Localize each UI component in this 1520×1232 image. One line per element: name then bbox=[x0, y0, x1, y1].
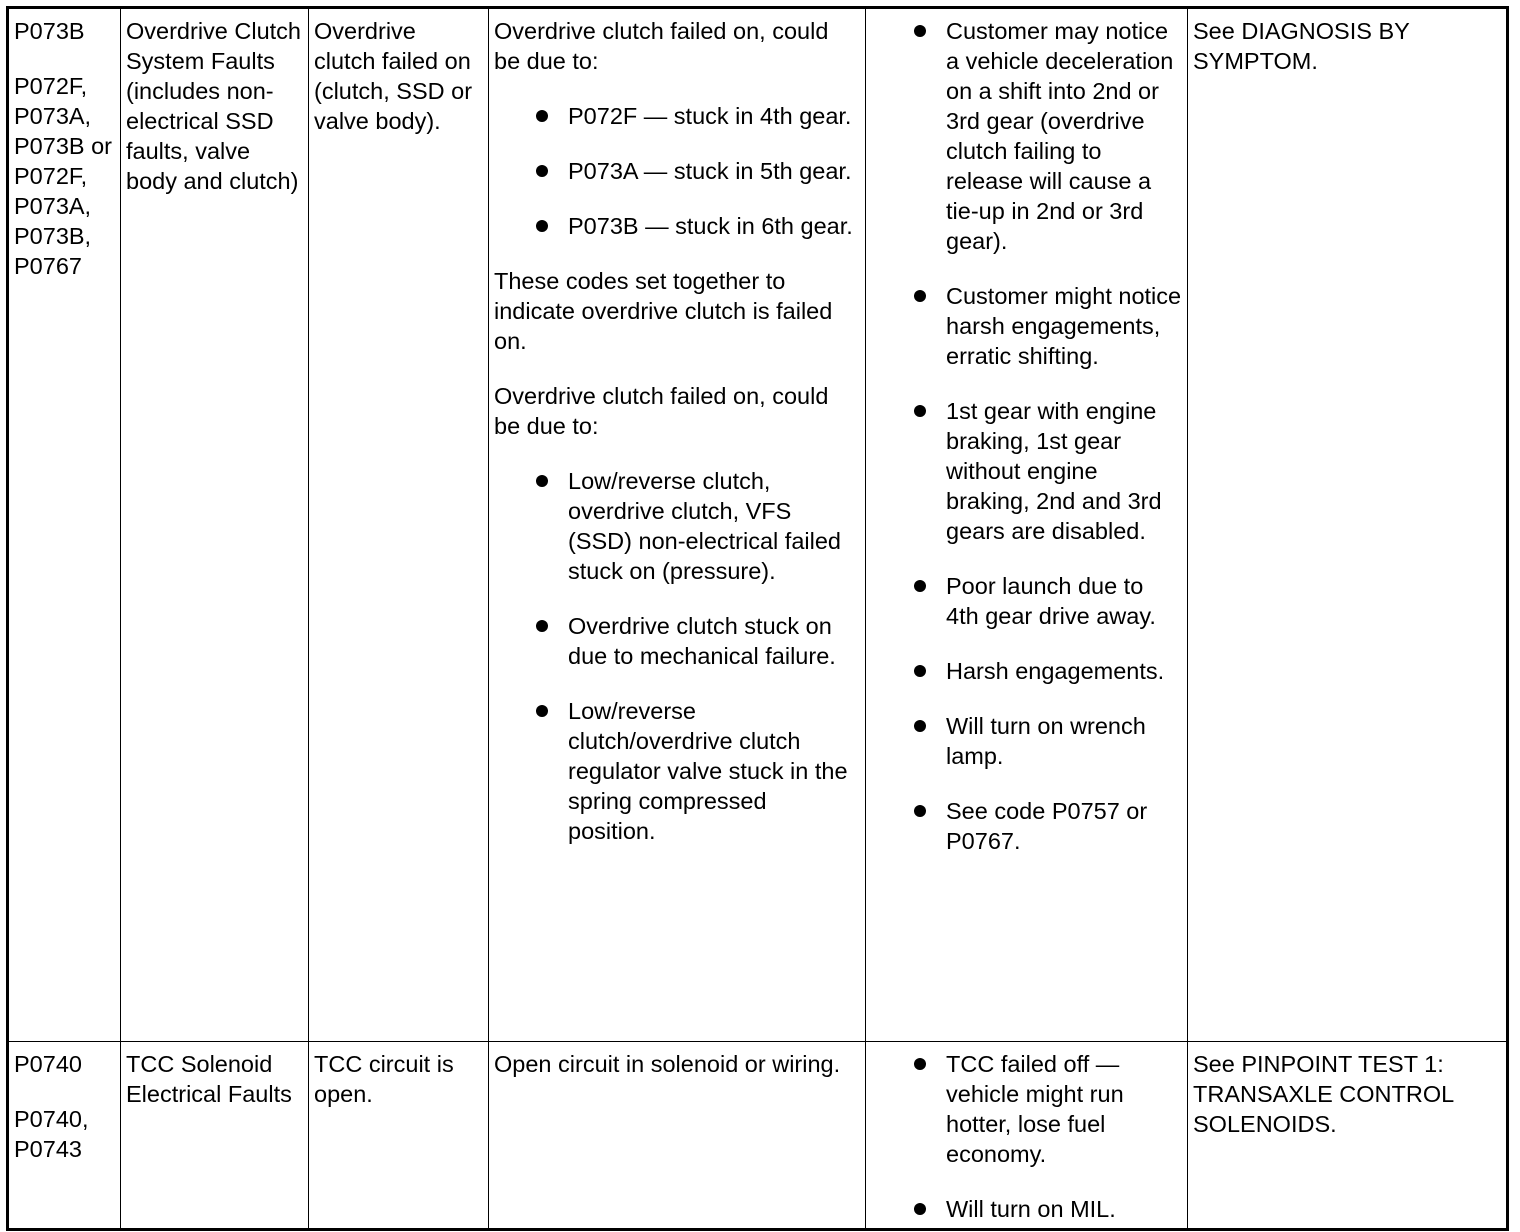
list-item: Will turn on wrench lamp. bbox=[946, 711, 1182, 771]
list-item: Poor launch due to 4th gear drive away. bbox=[946, 571, 1182, 631]
action-cell bbox=[1188, 8, 1508, 1042]
action-cell bbox=[1188, 1042, 1508, 1230]
condition-text: TCC circuit is open. bbox=[314, 1051, 454, 1107]
dtc-primary: P073B bbox=[14, 18, 85, 44]
list-item: Low/reverse clutch/overdrive clutch regulator valve stuck in the spring compressed position. bbox=[568, 696, 860, 846]
list-item: P073B — stuck in 6th gear. bbox=[568, 211, 860, 241]
dtc-set: P0740, P0743 bbox=[14, 1106, 89, 1162]
system-cell bbox=[121, 1042, 309, 1230]
cause-cell bbox=[489, 1042, 866, 1230]
list-item: P073A — stuck in 5th gear. bbox=[568, 156, 860, 186]
symptom-list bbox=[871, 16, 1182, 856]
cause-note: These codes set together to indicate overdrive clutch is failed on. bbox=[494, 268, 833, 354]
dtc-cell bbox=[8, 1042, 121, 1230]
list-item: Customer might notice harsh engagements, erratic shifting. bbox=[946, 283, 1182, 369]
list-item: P072F — stuck in 4th gear. bbox=[568, 101, 860, 131]
dtc-table bbox=[6, 6, 1509, 1231]
system-text: Overdrive Clutch System Faults (includes non-electrical SSD faults, valve body and clutch) bbox=[126, 18, 301, 194]
condition-cell bbox=[309, 8, 489, 1042]
list-item: TCC failed off — vehicle might run hotter, lose fuel economy. bbox=[946, 1049, 1182, 1169]
dtc-set: P072F, P073A, P073B or P072F, P073A, P073B, P0767 bbox=[14, 73, 112, 279]
list-item: Overdrive clutch stuck on due to mechanical failure. bbox=[568, 611, 860, 671]
list-item: 1st gear with engine braking, 1st gear without engine braking, 2nd and 3rd gears are disabled. bbox=[946, 396, 1182, 546]
list-item: Low/reverse clutch, overdrive clutch, VFS (SSD) non-electrical failed stuck on (pressure). bbox=[568, 466, 860, 586]
list-item: See code P0757 or P0767. bbox=[946, 796, 1182, 856]
symptom-list bbox=[871, 1049, 1182, 1224]
dtc-primary: P0740 bbox=[14, 1051, 82, 1077]
list-item: Customer may notice a vehicle deceleration on a shift into 2nd or 3rd gear (overdrive clutch failing to release will cause a tie-up in 2nd or 3rd gear). bbox=[946, 16, 1182, 256]
list-item: Harsh engagements. bbox=[946, 656, 1182, 686]
system-cell bbox=[121, 8, 309, 1042]
symptom-cell bbox=[866, 8, 1188, 1042]
symptom-cell bbox=[866, 1042, 1188, 1230]
cause-text: Open circuit in solenoid or wiring. bbox=[494, 1051, 841, 1077]
system-text: TCC Solenoid Electrical Faults bbox=[126, 1051, 292, 1107]
table-row bbox=[8, 1042, 1508, 1230]
condition-text: Overdrive clutch failed on (clutch, SSD or valve body). bbox=[314, 18, 473, 134]
condition-cell bbox=[309, 1042, 489, 1230]
table-row bbox=[8, 8, 1508, 1042]
cause-intro: Overdrive clutch failed on, could be due to: bbox=[494, 18, 829, 74]
action-text: See PINPOINT TEST 1: TRANSAXLE CONTROL SOLENOIDS. bbox=[1193, 1051, 1454, 1137]
cause-list bbox=[494, 101, 860, 241]
cause-cell bbox=[489, 8, 866, 1042]
action-text: See DIAGNOSIS BY SYMPTOM. bbox=[1193, 18, 1410, 74]
dtc-cell bbox=[8, 8, 121, 1042]
cause-intro: Overdrive clutch failed on, could be due to: bbox=[494, 383, 829, 439]
list-item: Will turn on MIL. bbox=[946, 1194, 1182, 1224]
cause-list bbox=[494, 466, 860, 846]
